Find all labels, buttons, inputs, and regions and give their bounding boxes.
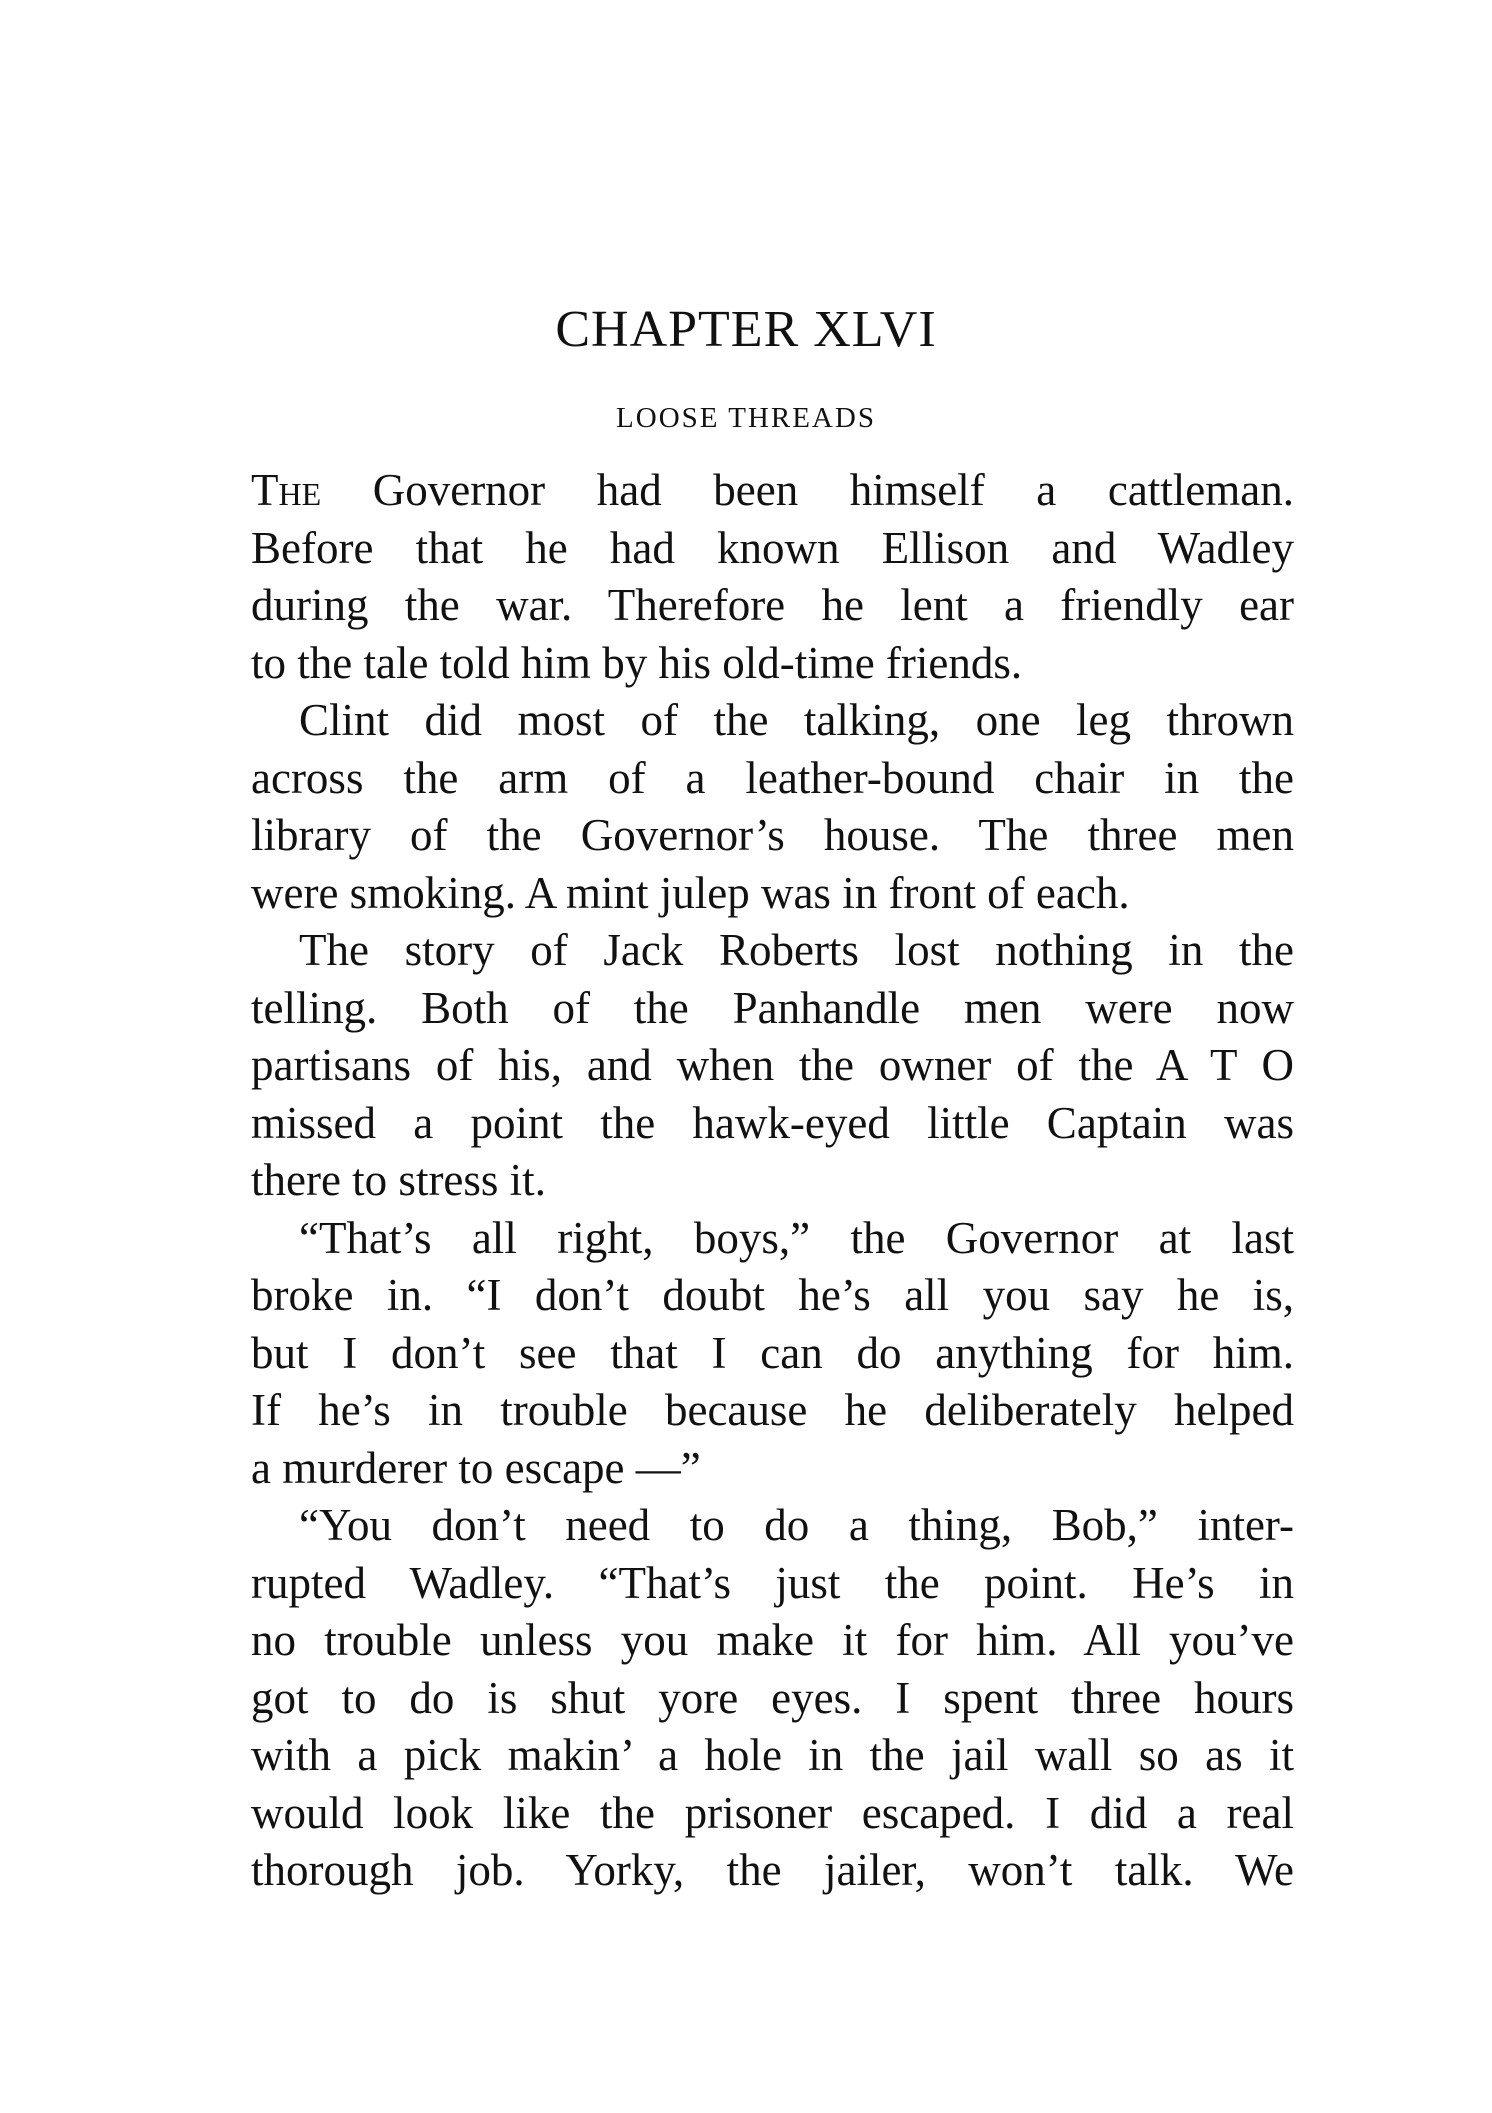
text-line-8: were smoking. A mint julep was in front of each. — [251, 867, 1130, 918]
chapter-subtitle: LOOSE THREADS — [616, 402, 876, 434]
text-line-1 — [251, 462, 1294, 520]
text-line-4: to the tale told him by his old-time friends. — [251, 637, 1023, 688]
text-line-1-rest: Governor had been himself a cattleman. — [321, 465, 1294, 515]
text-line-9: The story of Jack Roberts lost nothing in the — [299, 925, 1294, 975]
text-line-5: Clint did most of the talking, one leg thrown — [299, 695, 1294, 745]
text-line-12: missed a point the hawk-eyed little Captain was — [251, 1097, 1294, 1148]
text-line-18: a murderer to escape —” — [251, 1442, 701, 1493]
text-line-25: thorough job. Yorky, the jailer, won’t talk. We — [251, 1845, 1294, 1895]
body-text — [251, 462, 1294, 1900]
text-line-2: Before that he had known Ellison and Wadley — [251, 522, 1294, 573]
text-line-20: rupted Wadley. “That’s just the point. He’s in — [251, 1557, 1294, 1608]
text-line-23: with a pick makin’ a hole in the jail wall so as it — [251, 1730, 1294, 1780]
text-line-15: broke in. “I don’t doubt he’s all you say he is, — [251, 1270, 1294, 1320]
text-line-7: library of the Governor’s house. The three men — [251, 810, 1294, 860]
text-line-21: no trouble unless you make it for him. All you’ve — [251, 1615, 1294, 1665]
chapter-title: CHAPTER XLVI — [555, 301, 937, 358]
text-line-16: but I don’t see that I can do anything for him. — [251, 1327, 1294, 1378]
text-line-24: would look like the prisoner escaped. I did a real — [251, 1787, 1294, 1838]
text-line-22: got to do is shut yore eyes. I spent three hours — [251, 1672, 1294, 1723]
text-line-3: during the war. Therefore he lent a friendly ear — [251, 580, 1294, 630]
text-line-11: partisans of his, and when the owner of the A T O — [251, 1040, 1294, 1090]
text-line-10: telling. Both of the Panhandle men were now — [251, 982, 1294, 1033]
text-line-19: “You don’t need to do a thing, Bob,” inter- — [299, 1500, 1294, 1550]
text-line-17: If he’s in trouble because he deliberately helped — [251, 1385, 1294, 1435]
opening-word: The — [251, 465, 322, 515]
text-line-14: “That’s all right, boys,” the Governor at last — [299, 1212, 1294, 1263]
text-line-13: there to stress it. — [251, 1155, 546, 1205]
text-line-6: across the arm of a leather-bound chair in the — [251, 752, 1294, 803]
